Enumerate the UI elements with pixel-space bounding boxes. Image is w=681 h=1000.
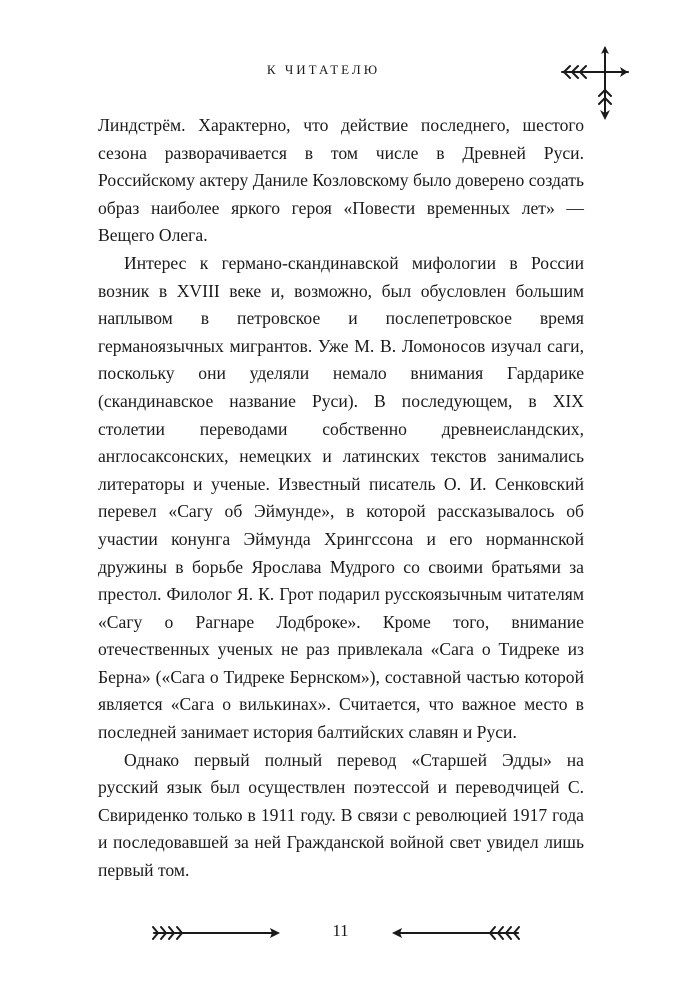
paragraph: Однако первый полный перевод «Старшей Эдды» на русский язык был осуществлен поэтессой и переводчицей С. Свириденко только в 1911 году. В связи с революцией 1917 года и последовавшей за ней Гражданской войной свет увидел лишь первый том. [98, 749, 584, 881]
page-footer [0, 918, 681, 948]
page-number: 11 [332, 921, 349, 940]
body-text [98, 112, 584, 885]
arrow-ornament-left-icon [390, 924, 520, 942]
paragraph: Интерес к германо-скандинавской мифологии в России возник в XVIII веке и, возможно, был обусловлен большим наплывом в петровское и послепетровское время германоязычных мигрантов. Уже М. В. Ломоносов изучал саги, поскольку они уделяли немало внимания Гардарике (скандинавское название Руси). В последующем, в XIX столетии переводами собственно древнеисландских, англосаксонских, немецких и латинских текстов занимались литераторы и ученые. Известный писатель О. И. Сенковский перевел «Сагу об Эймунде», в которой рассказывалось об участии конунга Эймунда Хрингссона и его норманнской дружины в борьбе Ярослава Мудрого со своими братьями за престол. Филолог Я. К. Грот подарил русскоязычным читателям «Сагу о Рагнаре Лодброке». Кроме того, внимание отечественных ученых не раз привлекала «Сага о Тидреке из Берна» («Сага о Тидреке Бернском»), составной частью которой является «Сага о вилькинах». Считается, что важное место в последней занимает история балтийских славян и Руси. [98, 252, 584, 743]
paragraph: Линдстрём. Характерно, что действие последнего, шестого сезона разворачивается в том числе в Древней Руси. Российскому актеру Даниле Козловскому было доверено создать образ наиболее яркого героя «Повести временных лет» — Вещего Олега. [98, 115, 584, 246]
running-title: К ЧИТАТЕЛЮ [266, 62, 381, 77]
